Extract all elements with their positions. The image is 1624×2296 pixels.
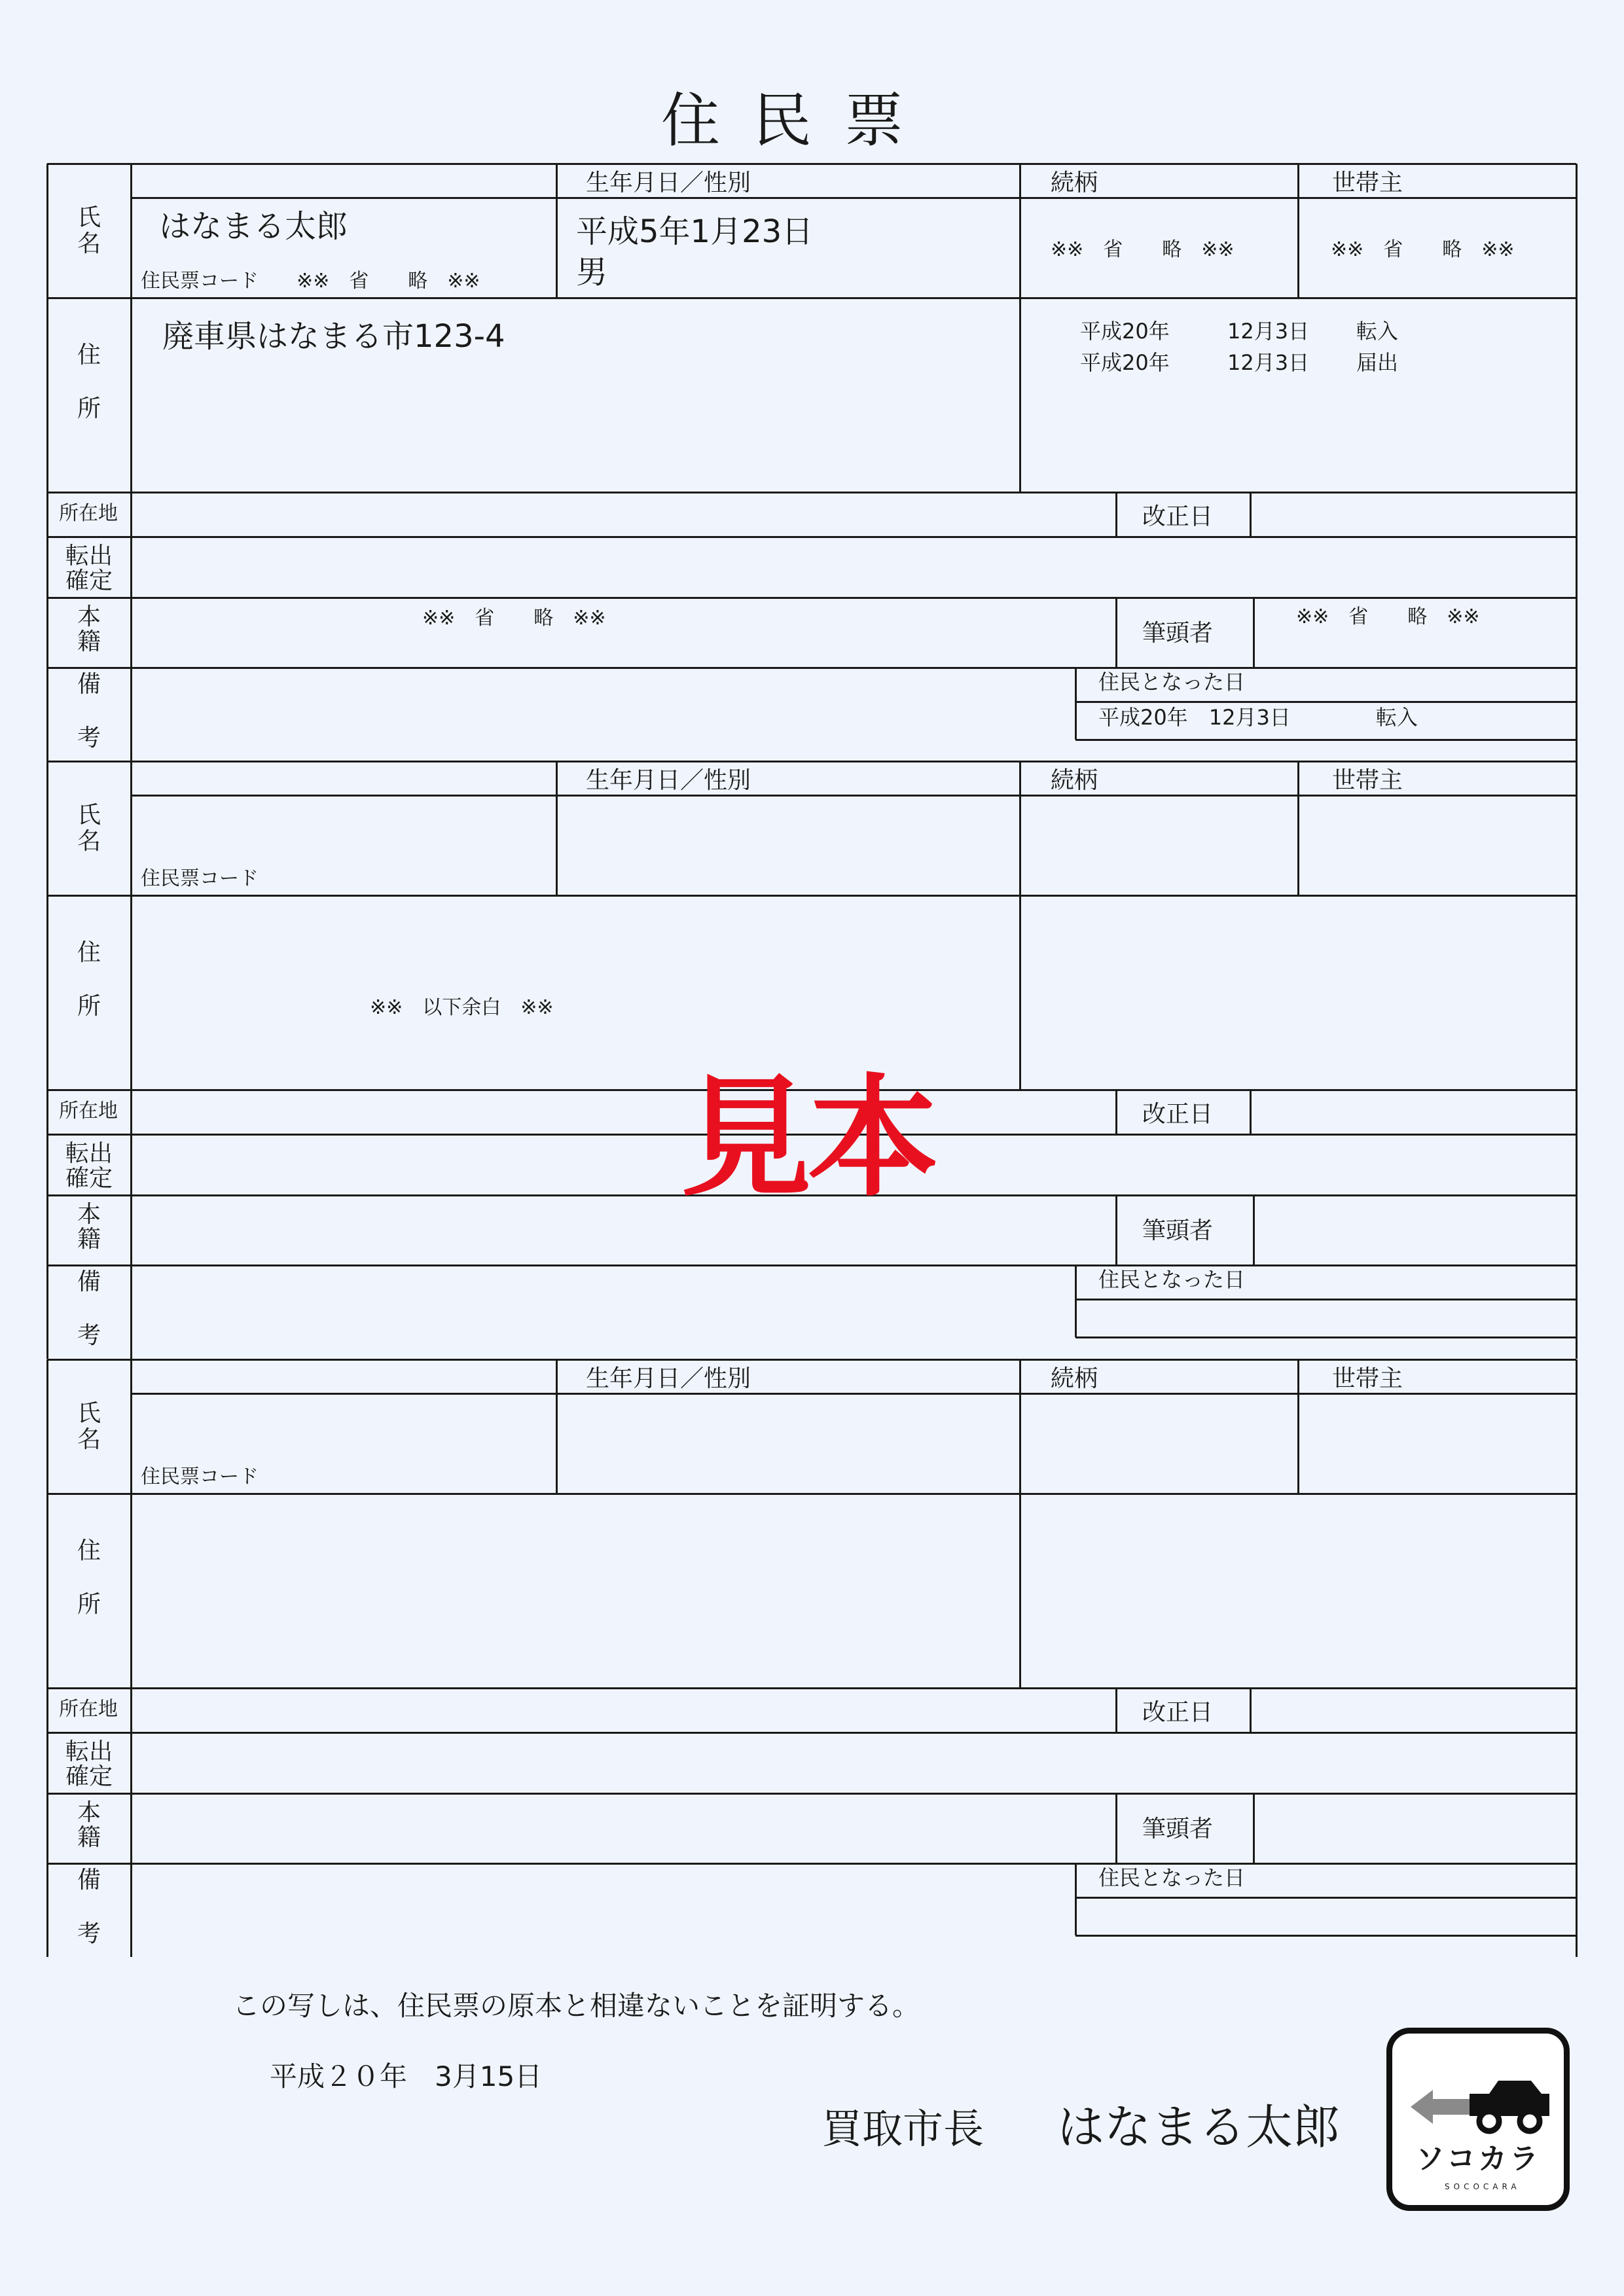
biko-subbox-left-line xyxy=(1075,1265,1077,1337)
kaiseibi-right-line xyxy=(1250,1688,1252,1732)
label-column-line xyxy=(130,761,132,1359)
history-event: 転入 xyxy=(1356,319,1399,344)
hittosha-right-line xyxy=(1253,1793,1255,1863)
juminhyo-code-value: ※※ 省 略 ※※ xyxy=(297,270,480,293)
label-tenshutsu-char: 転出 xyxy=(65,543,113,569)
label-shozaichi: 所在地 xyxy=(59,1698,118,1721)
address-value: 廃車県はなまる市123-4 xyxy=(162,318,505,355)
mayor-name: はなまる太郎 xyxy=(1057,2100,1341,2155)
kaiseibi-left-line xyxy=(1115,1090,1117,1134)
label-kaiseibi: 改正日 xyxy=(1142,1699,1214,1726)
label-kaiseibi: 改正日 xyxy=(1142,1101,1214,1128)
label-name-char: 氏 xyxy=(77,204,101,231)
header-row-line xyxy=(131,1393,1576,1395)
header-row-line xyxy=(131,197,1576,199)
label-tenshutsu-char: 確定 xyxy=(65,1165,113,1192)
sococara-logo xyxy=(1386,2028,1570,2211)
relation-value: ※※ 省 略 ※※ xyxy=(1051,238,1235,261)
right-border xyxy=(1576,1359,1578,1957)
label-honseki-char: 本 xyxy=(77,1201,101,1228)
name-row-bottom-line xyxy=(47,1493,1576,1495)
juminhyo-code-label: 住民票コード xyxy=(141,270,259,293)
label-hittosha: 筆頭者 xyxy=(1142,620,1214,647)
label-honseki-char: 本 xyxy=(77,603,101,630)
truck-with-arrow-icon xyxy=(1392,2034,1564,2205)
mayor-title: 買取市長 xyxy=(821,2105,984,2153)
shozaichi-bottom-line xyxy=(47,1732,1576,1734)
hittosha-right-line xyxy=(1253,1195,1255,1265)
header-head: 世帯主 xyxy=(1332,767,1403,794)
juminhyo-code-label: 住民票コード xyxy=(141,867,259,890)
left-border xyxy=(46,761,48,1359)
label-kaiseibi: 改正日 xyxy=(1142,503,1214,530)
header-relation: 続柄 xyxy=(1051,767,1098,794)
label-biko-char: 考 xyxy=(77,1322,101,1349)
label-shozaichi: 所在地 xyxy=(59,1100,118,1122)
shozaichi-bottom-line xyxy=(47,536,1576,538)
label-address-char: 所 xyxy=(77,395,101,422)
birth-column-line xyxy=(556,164,558,298)
relation-column-line xyxy=(1019,1359,1021,1688)
certification-text: この写しは、住民票の原本と相違ないことを証明する。 xyxy=(232,1990,920,2022)
birth-date: 平成5年1月23日 xyxy=(576,213,814,250)
label-honseki-char: 籍 xyxy=(77,1226,101,1253)
head-column-line xyxy=(1297,1359,1299,1494)
label-shozaichi: 所在地 xyxy=(59,502,118,525)
header-head: 世帯主 xyxy=(1332,1365,1403,1392)
juminhyo-code-label: 住民票コード xyxy=(141,1465,259,1488)
label-address-char: 住 xyxy=(77,342,101,368)
kaiseibi-right-line xyxy=(1250,1090,1252,1134)
resident-name: はなまる太郎 xyxy=(159,208,348,245)
label-address xyxy=(77,1539,101,1617)
label-column-line xyxy=(130,164,132,761)
kaiseibi-right-line xyxy=(1250,492,1252,537)
hittosha-left-line xyxy=(1115,1195,1117,1265)
label-name xyxy=(77,1402,101,1452)
hittosha-left-line xyxy=(1115,1793,1117,1863)
birth-column-line xyxy=(556,1359,558,1494)
label-name-char: 名 xyxy=(77,230,101,257)
label-hittosha: 筆頭者 xyxy=(1142,1217,1214,1244)
honseki-bottom-line xyxy=(47,1265,1576,1266)
header-birth-sex: 生年月日／性別 xyxy=(586,170,751,196)
page-title: 住民票 xyxy=(661,86,936,155)
head-column-line xyxy=(1297,761,1299,895)
label-address-char: 住 xyxy=(77,939,101,966)
biko-subbox-bottom-line xyxy=(1075,1336,1576,1338)
head-column-line xyxy=(1297,164,1299,298)
label-tenshutsu-char: 転出 xyxy=(65,1140,113,1167)
label-tenshutsu-char: 確定 xyxy=(65,567,113,594)
label-address-char: 住 xyxy=(77,1537,101,1564)
right-border xyxy=(1576,164,1578,761)
label-became-resident: 住民となった日 xyxy=(1098,1267,1246,1292)
address-note: ※※ 以下余白 ※※ xyxy=(370,996,554,1019)
header-relation: 続柄 xyxy=(1051,170,1098,196)
header-birth-sex: 生年月日／性別 xyxy=(586,767,751,794)
label-honseki xyxy=(77,605,101,654)
header-relation: 続柄 xyxy=(1051,1365,1098,1392)
biko-subbox-bottom-line xyxy=(1075,739,1576,741)
header-head: 世帯主 xyxy=(1332,170,1403,196)
label-name-char: 氏 xyxy=(77,1400,101,1427)
block-top-line xyxy=(47,163,1576,165)
history-date: 平成20年 xyxy=(1080,350,1170,375)
label-biko-char: 考 xyxy=(77,725,101,751)
biko-subbox-left-line xyxy=(1075,1863,1077,1935)
issue-date: 平成２０年 3月15日 xyxy=(270,2060,543,2092)
label-name xyxy=(77,206,101,256)
became-resident-event: 転入 xyxy=(1376,705,1418,730)
head-value: ※※ 省 略 ※※ xyxy=(1331,238,1515,261)
sex-value: 男 xyxy=(576,254,608,291)
label-biko xyxy=(77,1270,101,1348)
name-row-bottom-line xyxy=(47,895,1576,897)
label-address-char: 所 xyxy=(77,993,101,1020)
relation-column-line xyxy=(1019,164,1021,492)
label-name-char: 氏 xyxy=(77,802,101,829)
address-row-bottom-line xyxy=(47,1687,1576,1689)
label-honseki-char: 籍 xyxy=(77,628,101,655)
relation-column-line xyxy=(1019,761,1021,1090)
right-border xyxy=(1576,761,1578,1359)
honseki-bottom-line xyxy=(47,1863,1576,1865)
label-honseki xyxy=(77,1801,101,1850)
history-event: 届出 xyxy=(1356,350,1399,375)
honseki-bottom-line xyxy=(47,667,1576,669)
label-biko-char: 考 xyxy=(77,1920,101,1947)
label-biko xyxy=(77,1869,101,1946)
label-name-char: 名 xyxy=(77,1426,101,1453)
hittosha-value: ※※ 省 略 ※※ xyxy=(1296,605,1480,628)
label-became-resident: 住民となった日 xyxy=(1098,670,1246,694)
header-row-line xyxy=(131,795,1576,797)
label-biko-char: 備 xyxy=(77,1867,101,1893)
label-biko-char: 備 xyxy=(77,671,101,698)
label-tenshutsu-char: 転出 xyxy=(65,1738,113,1765)
address-row-bottom-line xyxy=(47,492,1576,493)
biko-subbox-left-line xyxy=(1075,668,1077,740)
label-honseki-char: 籍 xyxy=(77,1824,101,1851)
biko-subbox-bottom-line xyxy=(1075,1935,1576,1937)
became-resident-date: 平成20年 12月3日 xyxy=(1098,705,1291,730)
left-border xyxy=(46,1359,48,1957)
kaiseibi-left-line xyxy=(1115,492,1117,537)
label-tenshutsu xyxy=(65,545,113,593)
sample-watermark: 見本 xyxy=(681,1062,935,1215)
left-border xyxy=(46,164,48,761)
label-column-line xyxy=(130,1359,132,1957)
label-hittosha: 筆頭者 xyxy=(1142,1816,1214,1842)
tenshutsu-bottom-line xyxy=(47,597,1576,599)
label-biko xyxy=(77,673,101,750)
name-row-bottom-line xyxy=(47,297,1576,299)
honseki-value: ※※ 省 略 ※※ xyxy=(422,607,606,630)
label-became-resident: 住民となった日 xyxy=(1098,1865,1246,1890)
label-biko-char: 備 xyxy=(77,1268,101,1295)
label-honseki xyxy=(77,1203,101,1251)
label-address xyxy=(77,941,101,1018)
history-day: 12月3日 xyxy=(1227,350,1310,375)
birth-column-line xyxy=(556,761,558,895)
logo-sub-text: SOCOCARA xyxy=(1445,2182,1521,2191)
history-day: 12月3日 xyxy=(1227,319,1310,344)
block-top-line xyxy=(47,761,1576,762)
biko-subbox-mid-line xyxy=(1075,1897,1576,1899)
label-tenshutsu xyxy=(65,1142,113,1191)
logo-brand-text: ソコカラ xyxy=(1416,2142,1542,2176)
block-top-line xyxy=(47,1359,1576,1361)
hittosha-right-line xyxy=(1253,598,1255,668)
tenshutsu-bottom-line xyxy=(47,1793,1576,1795)
hittosha-left-line xyxy=(1115,598,1117,668)
header-birth-sex: 生年月日／性別 xyxy=(586,1365,751,1392)
label-address xyxy=(77,344,101,421)
biko-subbox-mid-line xyxy=(1075,701,1576,703)
label-honseki-char: 本 xyxy=(77,1799,101,1826)
label-address-char: 所 xyxy=(77,1591,101,1618)
label-name-char: 名 xyxy=(77,828,101,855)
label-name xyxy=(77,804,101,853)
biko-subbox-mid-line xyxy=(1075,1299,1576,1300)
label-tenshutsu-char: 確定 xyxy=(65,1763,113,1790)
kaiseibi-left-line xyxy=(1115,1688,1117,1732)
label-tenshutsu xyxy=(65,1740,113,1789)
history-date: 平成20年 xyxy=(1080,319,1170,344)
